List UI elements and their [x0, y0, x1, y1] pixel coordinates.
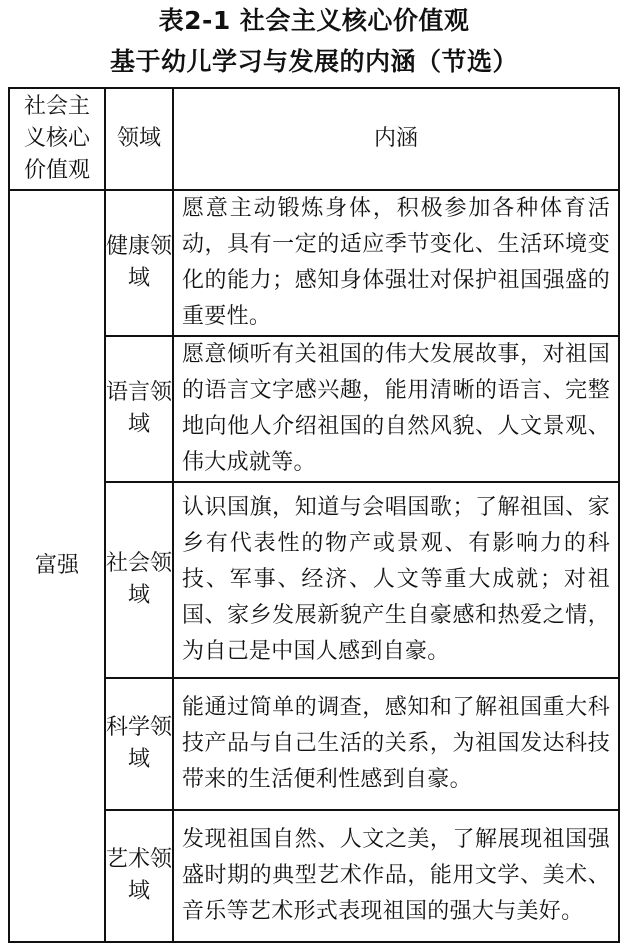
header-row: [9, 88, 619, 190]
values-table: [8, 87, 620, 943]
domain-cell: 艺术领域: [105, 810, 173, 942]
content-cell: 愿意主动锻炼身体，积极参加各种体育活动，具有一定的适应季节变化、生活环境变化的能力；感知身体强壮对保护祖国强盛的重要性。: [173, 190, 619, 336]
content-cell: 能通过简单的调查，感知和了解祖国重大科技产品与自己生活的关系，为祖国发达科技带来的生活便利性感到自豪。: [173, 678, 619, 810]
table-title: 表2-1 社会主义核心价值观: [158, 6, 470, 35]
domain-cell: 社会领域: [105, 482, 173, 678]
header-domain: 领域: [105, 88, 173, 190]
content-cell: 认识国旗，知道与会唱国歌；了解祖国、家乡有代表性的物产或景观、有影响力的科技、军事、经济、人文等重大成就；对祖国、家乡发展新貌产生自豪感和热爱之情，为自己是中国人感到自豪。: [173, 482, 619, 678]
header-value: 社会主义核心价值观: [9, 88, 105, 190]
content-cell: 愿意倾听有关祖国的伟大发展故事，对祖国的语言文字感兴趣，能用清晰的语言、完整地向他人介绍祖国的自然风貌、人文景观、伟大成就等。: [173, 336, 619, 482]
header-content: 内涵: [173, 88, 619, 190]
content-cell: 发现祖国自然、人文之美，了解展现祖国强盛时期的典型艺术作品，能用文学、美术、音乐等艺术形式表现祖国的强大与美好。: [173, 810, 619, 942]
domain-cell: 健康领域: [105, 190, 173, 336]
value-cell: 富强: [9, 190, 105, 942]
table-row: [9, 190, 619, 336]
domain-cell: 科学领域: [105, 678, 173, 810]
table-subtitle: 基于幼儿学习与发展的内涵（节选）: [109, 47, 518, 76]
domain-cell: 语言领域: [105, 336, 173, 482]
